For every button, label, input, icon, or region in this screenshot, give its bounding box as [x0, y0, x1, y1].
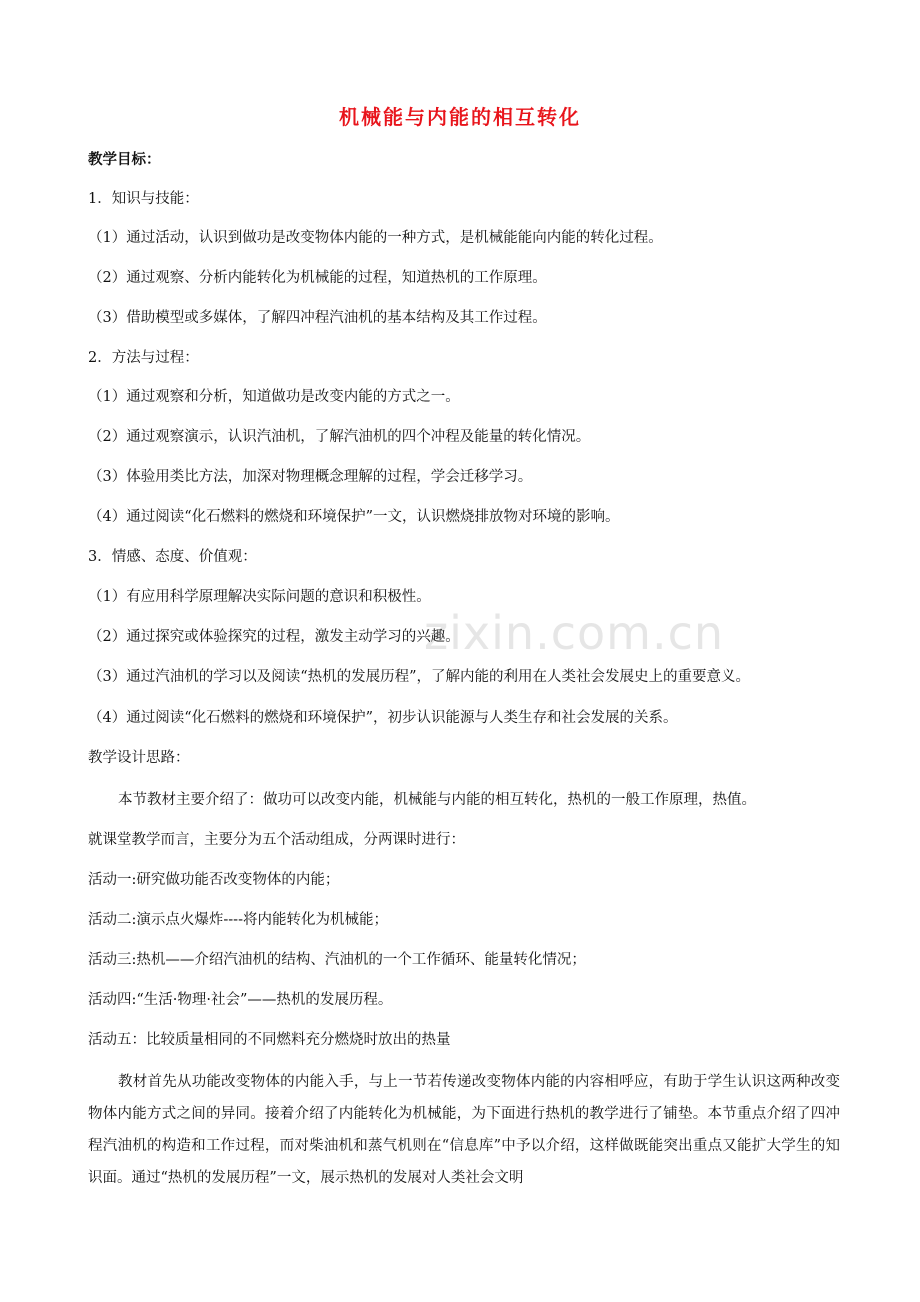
heading-teaching-goals: 教学目标：: [88, 152, 161, 168]
section-3-heading: 3．情感、态度、价值观：: [88, 549, 257, 565]
section-1-item: （1）通过活动，认识到做功是改变物体内能的一种方式，是机械能能向内能的转化过程。: [88, 230, 663, 246]
design-paragraph-2: 教材首先从功能改变物体的内能入手，与上一节若传递改变物体内能的内容相呼应，有助于学生认识这两种改变物体内能方式之间的异同。接着介绍了内能转化为机械能，为下面进行热机的教学进行了铺垫。本节重点介绍了四冲程汽油机的构造和工作过程，而对柴油机和蒸气机则在“信息库”中予以介绍，这样做既能突出重点又能扩大学生的知识面。通过“热机的发展历程”一文，展示热机的发展对人类社会文明: [88, 1074, 840, 1186]
activity-item: 活动三:热机——介绍汽油机的结构、汽油机的一个工作循环、能量转化情况；: [88, 952, 586, 968]
section-2-item: （4）通过阅读“化石燃料的燃烧和环境保护”一文，认识燃烧排放物对环境的影响。: [88, 509, 620, 525]
design-paragraph-1-continued: 就课堂教学而言，主要分为五个活动组成，分两课时进行：: [88, 832, 465, 848]
section-1-item: （3）借助模型或多媒体，了解四冲程汽油机的基本结构及其工作过程。: [88, 310, 547, 326]
design-paragraph-1: 本节教材主要介绍了：做功可以改变内能，机械能与内能的相互转化，热机的一般工作原理，热值。: [118, 792, 756, 808]
section-2-item: （2）通过观察演示，认识汽油机，了解汽油机的四个冲程及能量的转化情况。: [88, 429, 591, 445]
activity-item: 活动二:演示点火爆炸----将内能转化为机械能；: [88, 912, 388, 928]
section-3-item: （3）通过汽油机的学习以及阅读“热机的发展历程”，了解内能的利用在人类社会发展史上的重要意义。: [88, 669, 751, 685]
activity-item: 活动四:“生活·物理·社会”——热机的发展历程。: [88, 992, 393, 1008]
activity-item: 活动一:研究做功能否改变物体的内能；: [88, 872, 340, 888]
section-2-item: （1）通过观察和分析，知道做功是改变内能的方式之一。: [88, 389, 460, 405]
section-2-heading: 2．方法与过程：: [88, 350, 199, 366]
document-title: 机械能与内能的相互转化: [339, 105, 581, 129]
activity-item: 活动五：比较质量相同的不同燃料充分燃烧时放出的热量: [88, 1032, 451, 1048]
design-heading: 教学设计思路：: [88, 750, 190, 766]
section-3-item: （1）有应用科学原理解决实际问题的意识和积极性。: [88, 589, 431, 605]
section-3-item: （2）通过探究或体验探究的过程，激发主动学习的兴趣。: [88, 629, 460, 645]
section-2-item: （3）体验用类比方法，加深对物理概念理解的过程，学会迁移学习。: [88, 469, 533, 485]
watermark: zixin.com.cn: [424, 606, 725, 660]
section-1-item: （2）通过观察、分析内能转化为机械能的过程，知道热机的工作原理。: [88, 270, 547, 286]
section-3-item: （4）通过阅读“化石燃料的燃烧和环境保护”，初步认识能源与人类生存和社会发展的关系。: [88, 710, 678, 726]
section-1-heading: 1．知识与技能：: [88, 191, 199, 207]
